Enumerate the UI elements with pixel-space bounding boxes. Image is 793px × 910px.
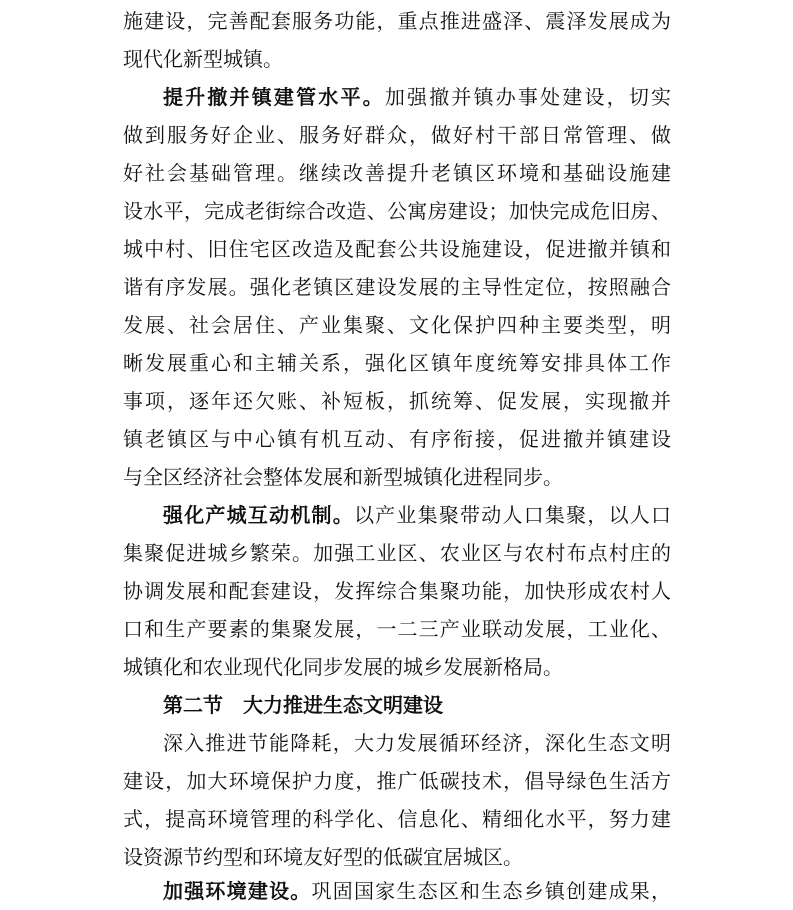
text-line: 做到服务好企业、服务好群众，做好村干部日常管理、做 <box>123 123 671 147</box>
paragraph-first-line <box>163 496 671 534</box>
text-line: 设资源节约型和环境友好型的低碳宜居城区。 <box>123 845 523 869</box>
text-line: 好社会基础管理。继续改善提升老镇区环境和基础设施建 <box>123 161 671 185</box>
text-line: 施建设，完善配套服务功能，重点推进盛泽、震泽发展成为 <box>123 9 671 33</box>
text-line: 晰发展重心和主辅关系，强化区镇年度统筹安排具体工作 <box>123 351 671 375</box>
paragraph-first-line: 深入推进节能降耗，大力发展循环经济，深化生态文明 <box>163 731 671 755</box>
section-heading: 第二节 大力推进生态文明建设 <box>163 693 443 717</box>
text-line: 谐有序发展。强化老镇区建设发展的主导性定位，按照融合 <box>123 275 671 299</box>
paragraph-text: 加强撤并镇办事处建设，切实 <box>384 85 672 109</box>
paragraph-first-line <box>163 872 671 910</box>
text-line: 与全区经济社会整体发展和新型城镇化进程同步。 <box>123 465 563 489</box>
text-line: 城中村、旧住宅区改造及配套公共设施建设，促进撤并镇和 <box>123 237 671 261</box>
paragraph-lead: 强化产城互动机制。 <box>163 503 354 527</box>
paragraph-text: 巩固国家生态区和生态乡镇创建成果， <box>311 879 672 903</box>
text-line: 口和生产要素的集聚发展，一二三产业联动发展，工业化、 <box>123 617 671 641</box>
paragraph-first-line <box>163 78 671 116</box>
text-line: 集聚促进城乡繁荣。加强工业区、农业区与农村布点村庄的 <box>123 541 671 565</box>
text-line: 建设，加大环境保护力度，推广低碳技术，倡导绿色生活方 <box>123 769 671 793</box>
text-line: 设水平，完成老街综合改造、公寓房建设；加快完成危旧房、 <box>123 199 671 223</box>
text-line: 镇老镇区与中心镇有机互动、有序衔接，促进撤并镇建设 <box>123 427 671 451</box>
text-line: 发展、社会居住、产业集聚、文化保护四种主要类型，明 <box>123 313 671 337</box>
text-line: 城镇化和农业现代化同步发展的城乡发展新格局。 <box>123 655 563 679</box>
text-line: 事项，逐年还欠账、补短板，抓统筹、促发展，实现撤并 <box>123 389 671 413</box>
text-line: 式，提高环境管理的科学化、信息化、精细化水平，努力建 <box>123 807 671 831</box>
text-line: 现代化新型城镇。 <box>123 47 283 71</box>
paragraph-lead: 加强环境建设。 <box>163 879 312 903</box>
paragraph-text: 以产业集聚带动人口集聚，以人口 <box>353 503 672 527</box>
paragraph-lead: 提升撤并镇建管水平。 <box>163 85 385 109</box>
text-line: 协调发展和配套建设，发挥综合集聚功能，加快形成农村人 <box>123 579 671 603</box>
